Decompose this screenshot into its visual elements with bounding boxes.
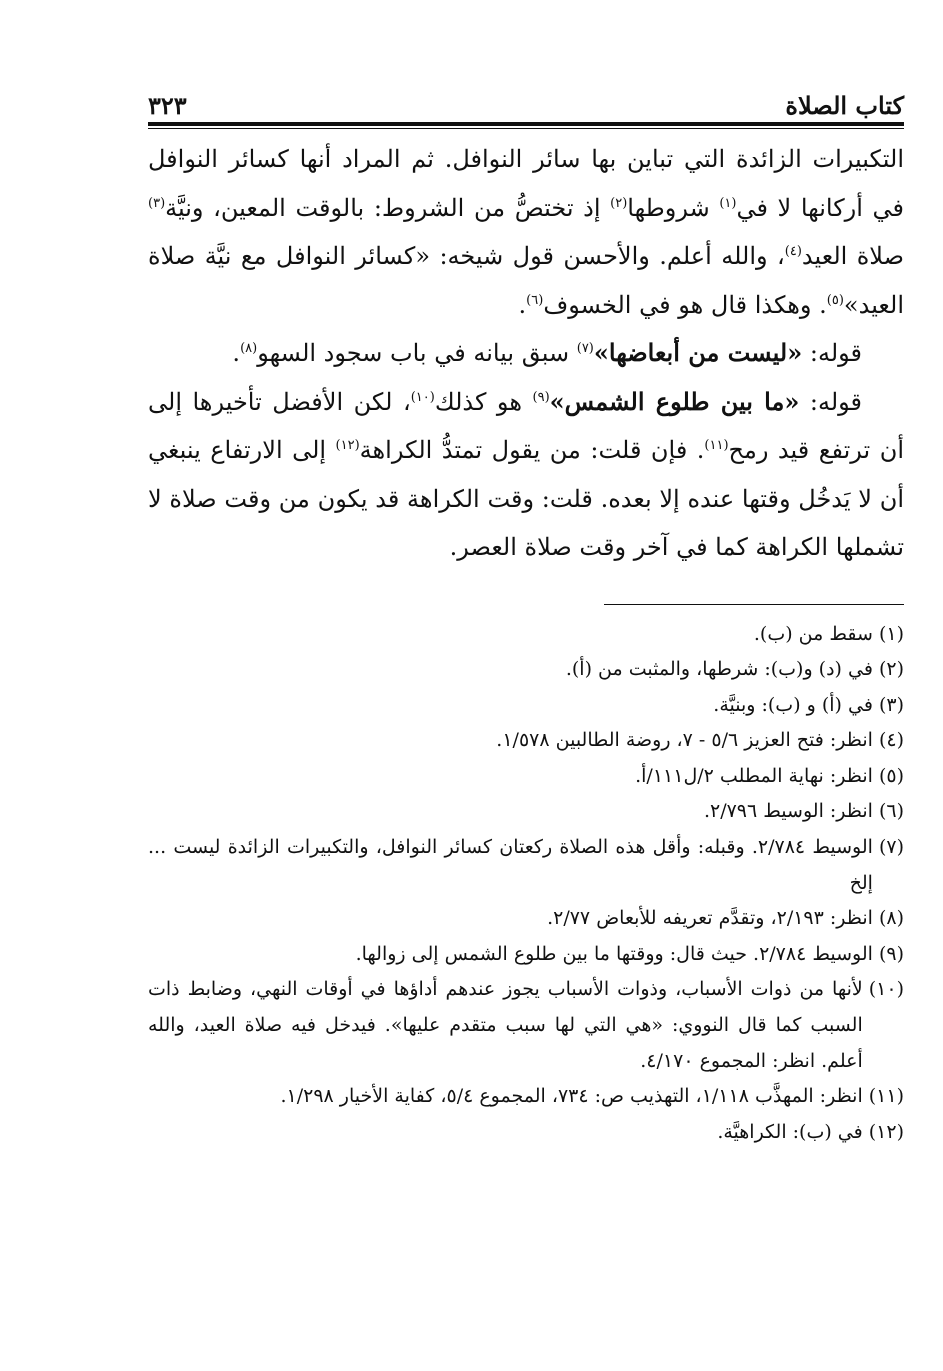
footnote-text: انظر: فتح العزيز ٥/٦ - ٧، روضة الطالبين ١/٥٧٨. [496,729,873,752]
paragraph-2 [148,329,904,378]
footnote-ref: (٩) [532,389,550,405]
text-run: ، لكن الأفضل تأخيرها إلى أن ترتفع قيد رمح [148,387,904,464]
footnote-ref: (١٠) [410,389,435,405]
footnote-ref: (٧) [576,341,594,356]
footnote-number: (٦) [878,800,904,823]
footnote-text: انظر: ٢/١٩٣، وتقدَّم تعريفه للأبعاض ٢/٧٧. [547,907,873,930]
footnote-ref: (١) [719,195,737,211]
footnote [148,652,904,688]
text-run: إذ تختصُّ من الشروط: بالوقت المعين، ونيَّة [165,193,611,222]
footnote [148,901,904,937]
text-run: التكبيرات الزائدة التي تباين بها سائر النوافل. ثم المراد أنها كسائر النوافل في أركانها لا في [148,145,905,222]
footnote-text: انظر: الوسيط ٢/٧٩٦. [703,800,873,823]
footnote-ref: (٦) [526,292,544,308]
footnote [148,794,904,830]
footnote-text: انظر: المهذَّب ١/١١٨، التهذيب ص: ٧٣٤، المجموع ٥/٤، كفاية الأخيار ١/٢٩٨. [280,1085,863,1108]
text-run: . وهكذا قال هو في الخسوف [543,290,827,319]
footnote-number: (٧) [878,836,904,859]
text-run: شروطها [627,193,720,222]
footnote-text: الوسيط ٢/٧٨٤. حيث قال: ووقتها ما بين طلوع الشمس إلى زوالها. [355,942,873,965]
footnote-text: في (د) و(ب): شرطها، والمثبت من (أ). [565,658,873,681]
footnote-text: في (أ) و (ب): وبنيَّة. [713,693,873,716]
text-run: قوله: [799,387,863,416]
chapter-title: كتاب الصلاة [785,91,904,120]
footnote-ref: (٨) [240,341,258,356]
running-header [148,82,904,120]
footnote-ref: (٢) [610,195,628,211]
footnote-number: (١٢) [868,1120,904,1143]
footnote-number: (١) [878,622,904,645]
footnote-text: سقط من (ب). [753,622,873,645]
footnote-ref: (٤) [784,244,802,259]
text-run: هو كذلك [434,387,533,416]
quoted-lemma: «ما بين طلوع الشمس» [549,386,800,416]
footnote-ref: (٣) [148,195,166,211]
footnote-text: انظر: نهاية المطلب ٢/ل١١١/أ. [635,764,873,787]
footnote-ref: (١٢) [335,438,360,453]
quoted-lemma: «ليست من أبعاضها» [593,338,803,367]
header-rule-thin [148,128,904,129]
text-run: صلاة العيد [801,242,904,270]
text-run: . فإن قلت: من يقول تمتدُّ الكراهة [359,436,705,464]
footnote [148,937,904,973]
text-run: ، والله أعلم. والأحسن قول شيخه: «كسائر النوافل مع نيَّة صلاة العيد» [148,242,904,319]
book-page [148,82,904,1150]
footnote-number: (٢) [878,658,904,681]
page-number: ٣٢٣ [148,91,187,120]
footnote-number: (١١) [868,1085,904,1108]
footnote-text: في (ب): الكراهيَّة. [717,1120,863,1143]
footnote-text: لأنها من ذوات الأسباب، وذوات الأسباب يجوز عندهم أداؤها في أوقات النهي، وضابط ذات السبب كما قال النووي: «هي التي لها سبب متقدم عليها». فيدخل فيه صلاة العيد، والله أعلم. انظر: المجموع ٤/١٧٠. [148,978,863,1072]
footnote-ref: (١١) [704,438,729,453]
footnote-ref: (٥) [826,292,844,308]
footnote-number: (٣) [878,693,904,716]
footnote-number: (٤) [878,729,904,752]
footnote [148,830,904,901]
footnote [148,688,904,724]
footnote [148,759,904,795]
footnotes [148,617,904,1151]
header-rule-thick [148,122,904,126]
text-run: إلى الارتفاع ينبغي أن لا يَدخُل وقتها عنده إلا بعده. قلت: وقت الكراهة قد يكون من وقت صلاة لا تشملها الكراهة كما في آخر وقت صلاة العصر. [148,436,905,561]
footnote [148,1079,904,1115]
footnote-number: (٩) [878,942,904,965]
footnote-number: (٨) [878,907,904,930]
footnote-number: (١٠) [868,978,904,1001]
text-run: قوله: [802,339,862,367]
footnote [148,972,904,1079]
main-text [148,135,904,572]
text-run: . [518,290,527,319]
footnote-text: الوسيط ٢/٧٨٤. وقبله: وأقل هذه الصلاة ركعتان كسائر النوافل، والتكبيرات الزائدة ليست ... إلخ [148,836,873,894]
text-run: . [232,339,241,367]
footnote-number: (٥) [878,764,904,787]
footnote-separator [604,604,904,605]
paragraph-3 [148,378,904,572]
footnote [148,1115,904,1151]
footnote [148,723,904,759]
paragraph-1 [148,135,904,329]
text-run: سبق بيانه في باب سجود السهو [257,339,577,367]
footnote [148,617,904,653]
